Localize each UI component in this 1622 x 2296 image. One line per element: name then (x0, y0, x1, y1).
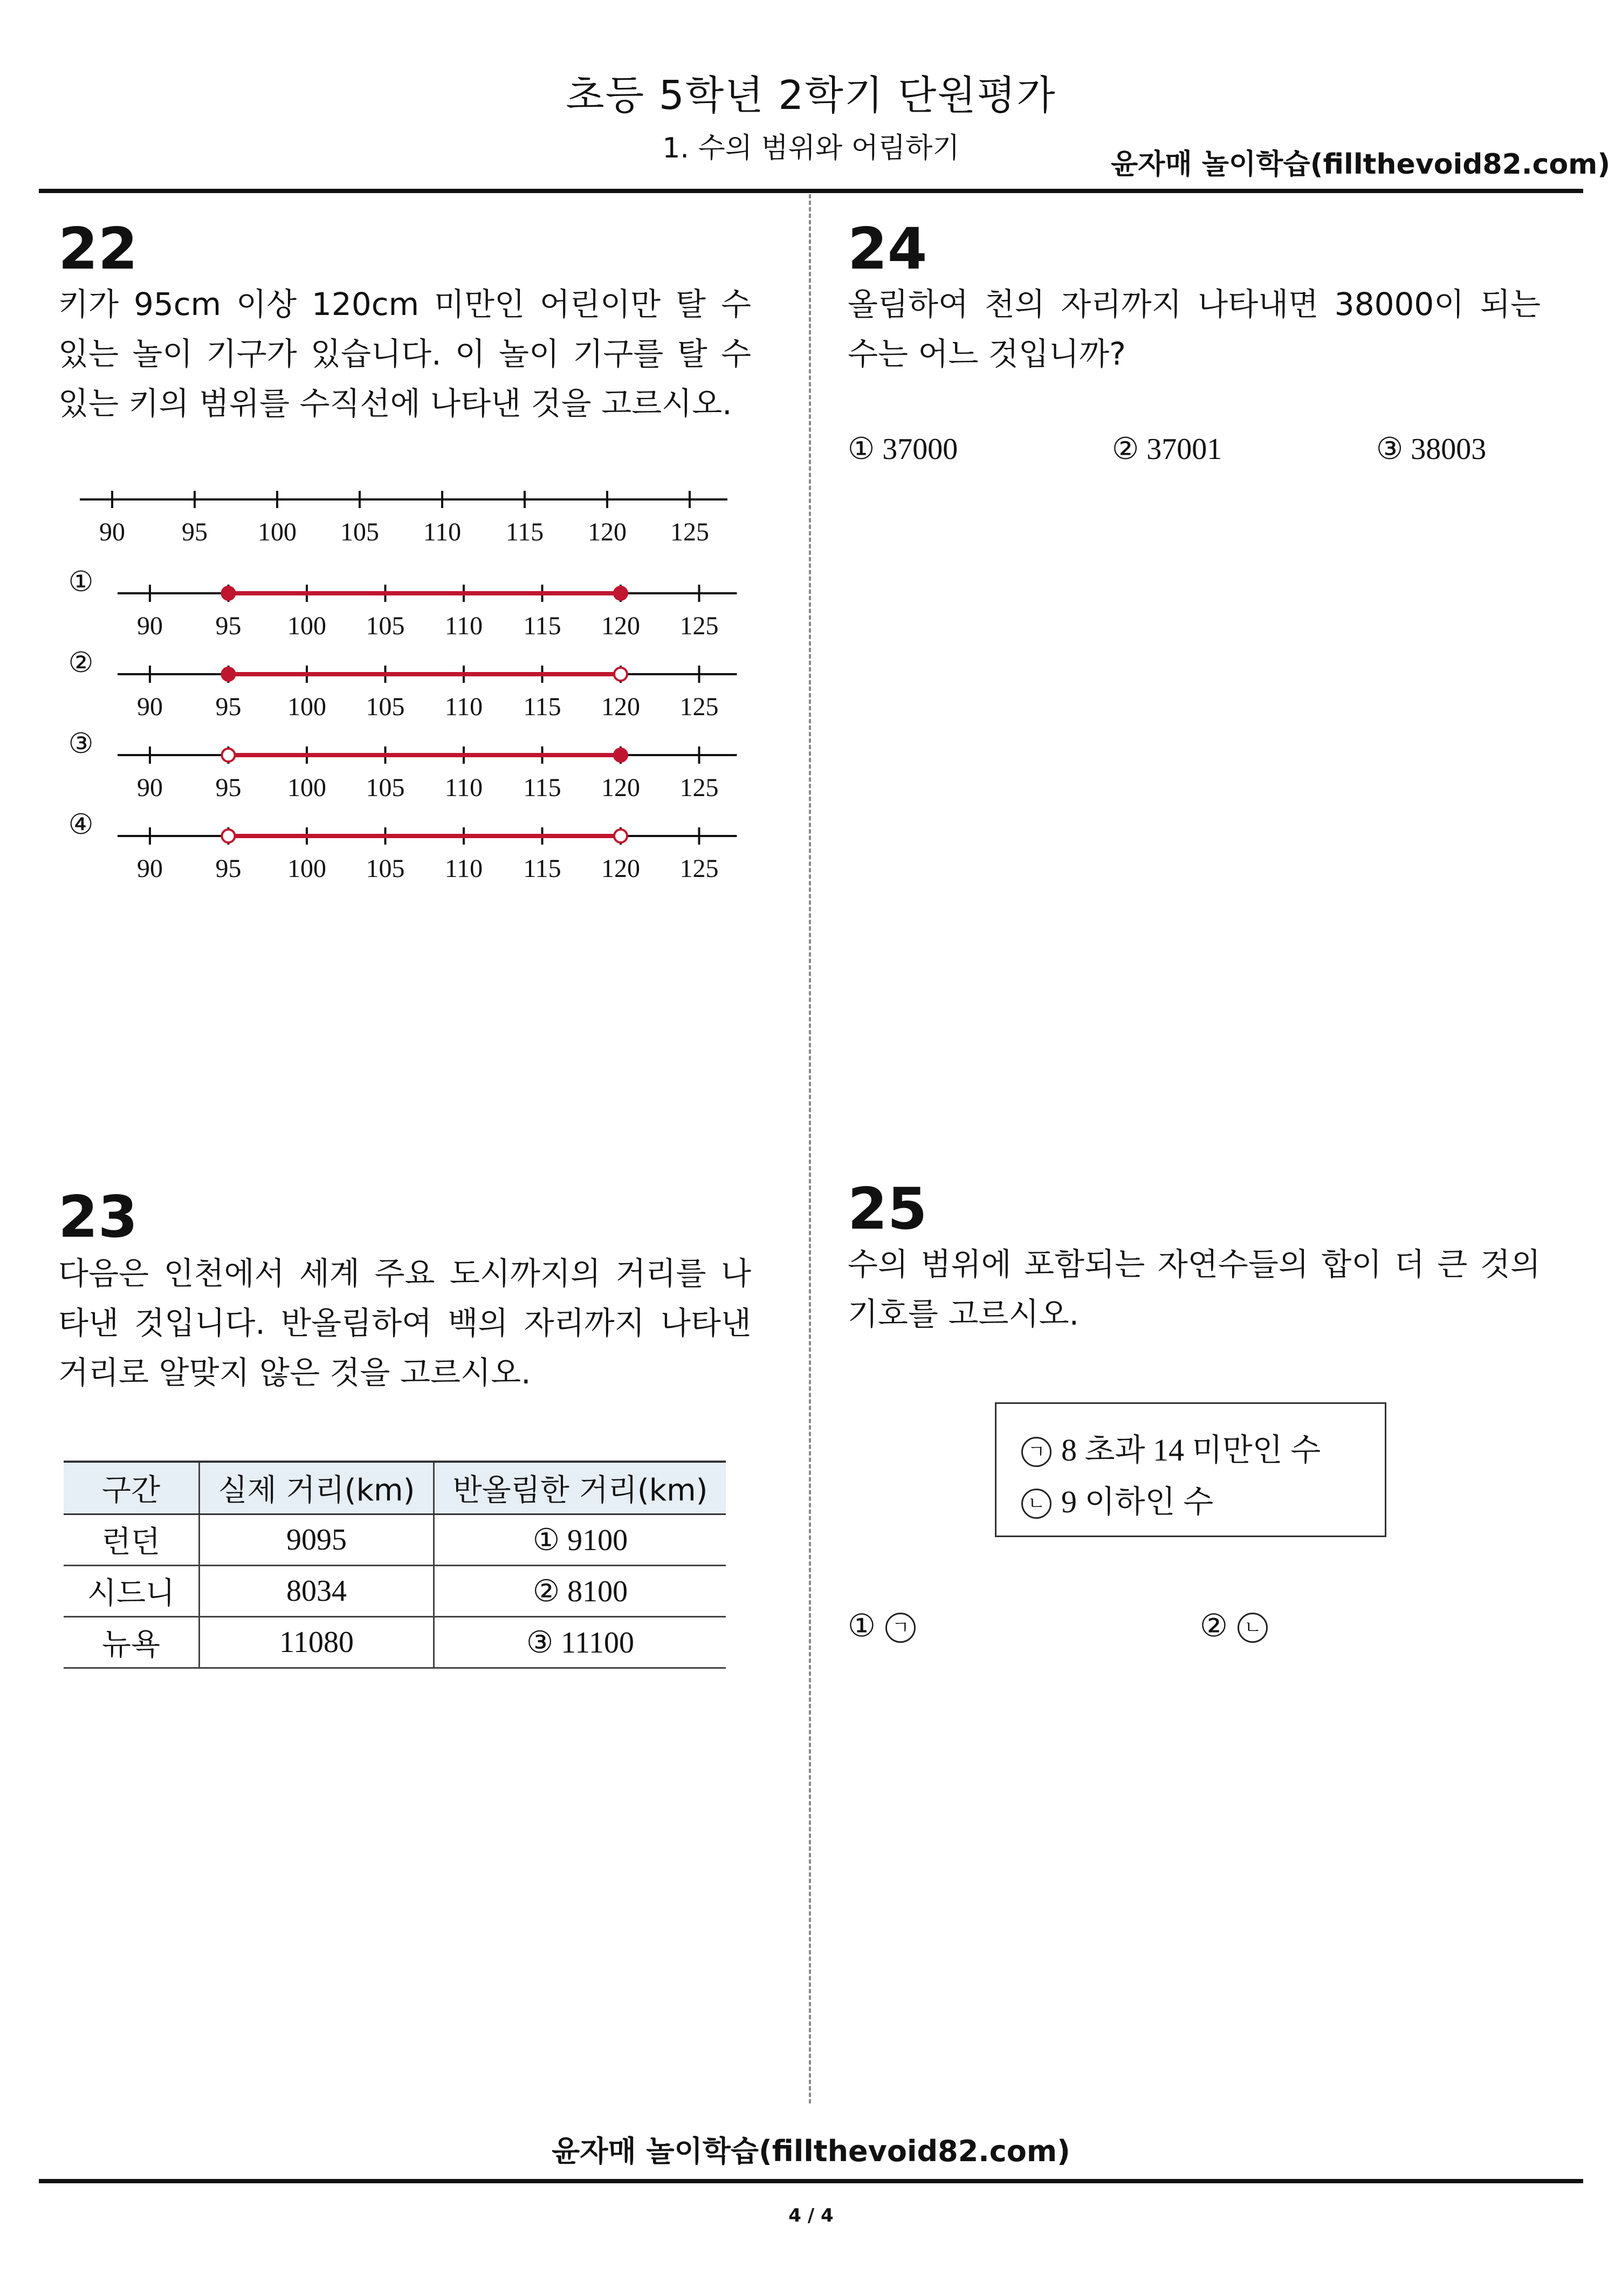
tick-label: 115 (523, 612, 561, 640)
q25-choice-1[interactable] (848, 1607, 925, 1644)
q24-choices (848, 431, 1549, 475)
table-row (64, 1617, 726, 1668)
tick-label: 100 (258, 518, 297, 546)
distance-table (64, 1461, 726, 1669)
tick-label: 115 (523, 773, 561, 802)
tick-label: 90 (137, 773, 163, 802)
tick-label: 100 (287, 612, 326, 640)
tick-label: 120 (601, 854, 640, 883)
condition-text-1: 8 초과 14 미만인 수 (1061, 1433, 1321, 1468)
open-endpoint (222, 830, 235, 842)
tick-label: 105 (340, 518, 379, 546)
tick-label: 105 (366, 612, 405, 640)
tick-label: 120 (588, 518, 627, 546)
q25-choice-2[interactable] (1200, 1607, 1277, 1644)
table-row (64, 1566, 726, 1617)
footer-divider (39, 2179, 1583, 2183)
tick-label: 95 (215, 773, 242, 802)
tick-label: 110 (444, 612, 483, 640)
table-row (64, 1514, 726, 1566)
table-header-row (64, 1462, 726, 1514)
tick-label: 125 (679, 854, 719, 883)
brand-header: 윤자매 놀이학습(fillthevoid82.com) (1111, 148, 1611, 181)
condition-box (995, 1402, 1386, 1537)
tick-label: 95 (215, 612, 242, 640)
number-line-figure (54, 475, 755, 906)
choice-number: ① (848, 1607, 876, 1644)
tick-label: 115 (523, 854, 561, 883)
symbol-nieun: ㄴ (1238, 1613, 1268, 1643)
tick-label: 105 (366, 854, 405, 883)
closed-endpoint (614, 748, 628, 762)
header-section: 구간 (64, 1462, 200, 1514)
q24-choice-3[interactable]: ③ 38003 (1376, 433, 1487, 466)
tick-label: 125 (679, 693, 719, 721)
tick-label: 125 (679, 773, 719, 802)
tick-label: 95 (215, 693, 242, 721)
question-number-25: 25 (848, 1176, 927, 1242)
tick-label: 115 (505, 518, 544, 546)
unit-subtitle: 1. 수의 범위와 어림하기 (662, 132, 960, 165)
tick-label: 110 (444, 773, 483, 802)
rounded-distance-cell[interactable]: ② 8100 (434, 1566, 726, 1617)
tick-label: 110 (444, 693, 483, 721)
column-divider (809, 194, 811, 2103)
header-divider (39, 189, 1583, 193)
page-number: 4 / 4 (788, 2205, 834, 2226)
tick-label: 125 (679, 612, 719, 640)
question-number-23: 23 (58, 1184, 138, 1250)
open-endpoint (614, 668, 627, 681)
actual-distance-cell: 9095 (200, 1514, 434, 1566)
actual-distance-cell: 8034 (200, 1566, 434, 1617)
q24-choice-1[interactable]: ① 37000 (848, 433, 958, 466)
tick-label: 100 (287, 854, 326, 883)
tick-label: 95 (215, 854, 242, 883)
open-endpoint (222, 749, 235, 762)
tick-label: 90 (137, 854, 163, 883)
tick-label: 115 (523, 693, 561, 721)
city-cell: 뉴욕 (64, 1617, 200, 1668)
condition-item-1 (1021, 1424, 1321, 1470)
question-23-text: 다음은 인천에서 세계 주요 도시까지의 거리를 나타낸 것입니다. 반올림하여 백의 자리까지 나타낸 거리로 알맞지 않은 것을 고르시오. (58, 1255, 751, 1391)
rounded-distance-cell[interactable]: ③ 11100 (434, 1617, 726, 1668)
closed-endpoint (614, 586, 628, 600)
open-endpoint (614, 830, 627, 842)
tick-label: 90 (99, 518, 125, 546)
page-title: 초등 5학년 2학기 단원평가 (566, 72, 1056, 119)
question-25-text: 수의 범위에 포함되는 자연수들의 합이 더 큰 것의 기호를 고르시오. (848, 1246, 1541, 1332)
tick-label: 105 (366, 693, 405, 721)
tick-label: 120 (601, 693, 640, 721)
option-label: ③ (68, 728, 94, 760)
header-actual-distance: 실제 거리(km) (200, 1462, 434, 1514)
closed-endpoint (222, 667, 236, 681)
condition-item-2 (1021, 1476, 1213, 1521)
tick-label: 100 (287, 773, 326, 802)
city-cell: 런던 (64, 1514, 200, 1566)
tick-label: 125 (670, 518, 709, 546)
option-label: ① (68, 566, 94, 598)
q24-choice-2[interactable]: ② 37001 (1112, 433, 1222, 466)
question-22-text: 키가 95cm 이상 120cm 미만인 어린이만 탈 수 있는 놀이 기구가 있습니다. 이 놀이 기구를 탈 수 있는 키의 범위를 수직선에 나타낸 것을 고르시오. (58, 286, 751, 422)
city-cell: 시드니 (64, 1566, 200, 1617)
choice-number: ② (1200, 1607, 1228, 1644)
tick-label: 110 (423, 518, 462, 546)
rounded-distance-cell[interactable]: ① 9100 (434, 1514, 726, 1566)
condition-text-2: 9 이하인 수 (1061, 1484, 1214, 1519)
symbol-giyeok: ㄱ (885, 1613, 916, 1643)
tick-label: 120 (601, 612, 640, 640)
option-label: ② (68, 647, 94, 679)
brand-footer: 윤자매 놀이학습(fillthevoid82.com) (552, 2134, 1070, 2168)
option-label: ④ (68, 808, 94, 841)
symbol-nieun: ㄴ (1021, 1489, 1051, 1519)
tick-label: 90 (137, 693, 163, 721)
question-number-22: 22 (58, 216, 138, 282)
tick-label: 105 (366, 773, 405, 802)
tick-label: 95 (182, 518, 208, 546)
tick-label: 100 (287, 693, 326, 721)
closed-endpoint (222, 586, 236, 600)
tick-label: 90 (137, 612, 163, 640)
question-24-text: 올림하여 천의 자리까지 나타내면 38000이 되는 수는 어느 것입니까? (848, 286, 1541, 372)
question-number-24: 24 (848, 216, 927, 282)
actual-distance-cell: 11080 (200, 1617, 434, 1668)
tick-label: 120 (601, 773, 640, 802)
header-rounded-distance: 반올림한 거리(km) (434, 1462, 726, 1514)
tick-label: 110 (444, 854, 483, 883)
symbol-giyeok: ㄱ (1021, 1437, 1051, 1467)
